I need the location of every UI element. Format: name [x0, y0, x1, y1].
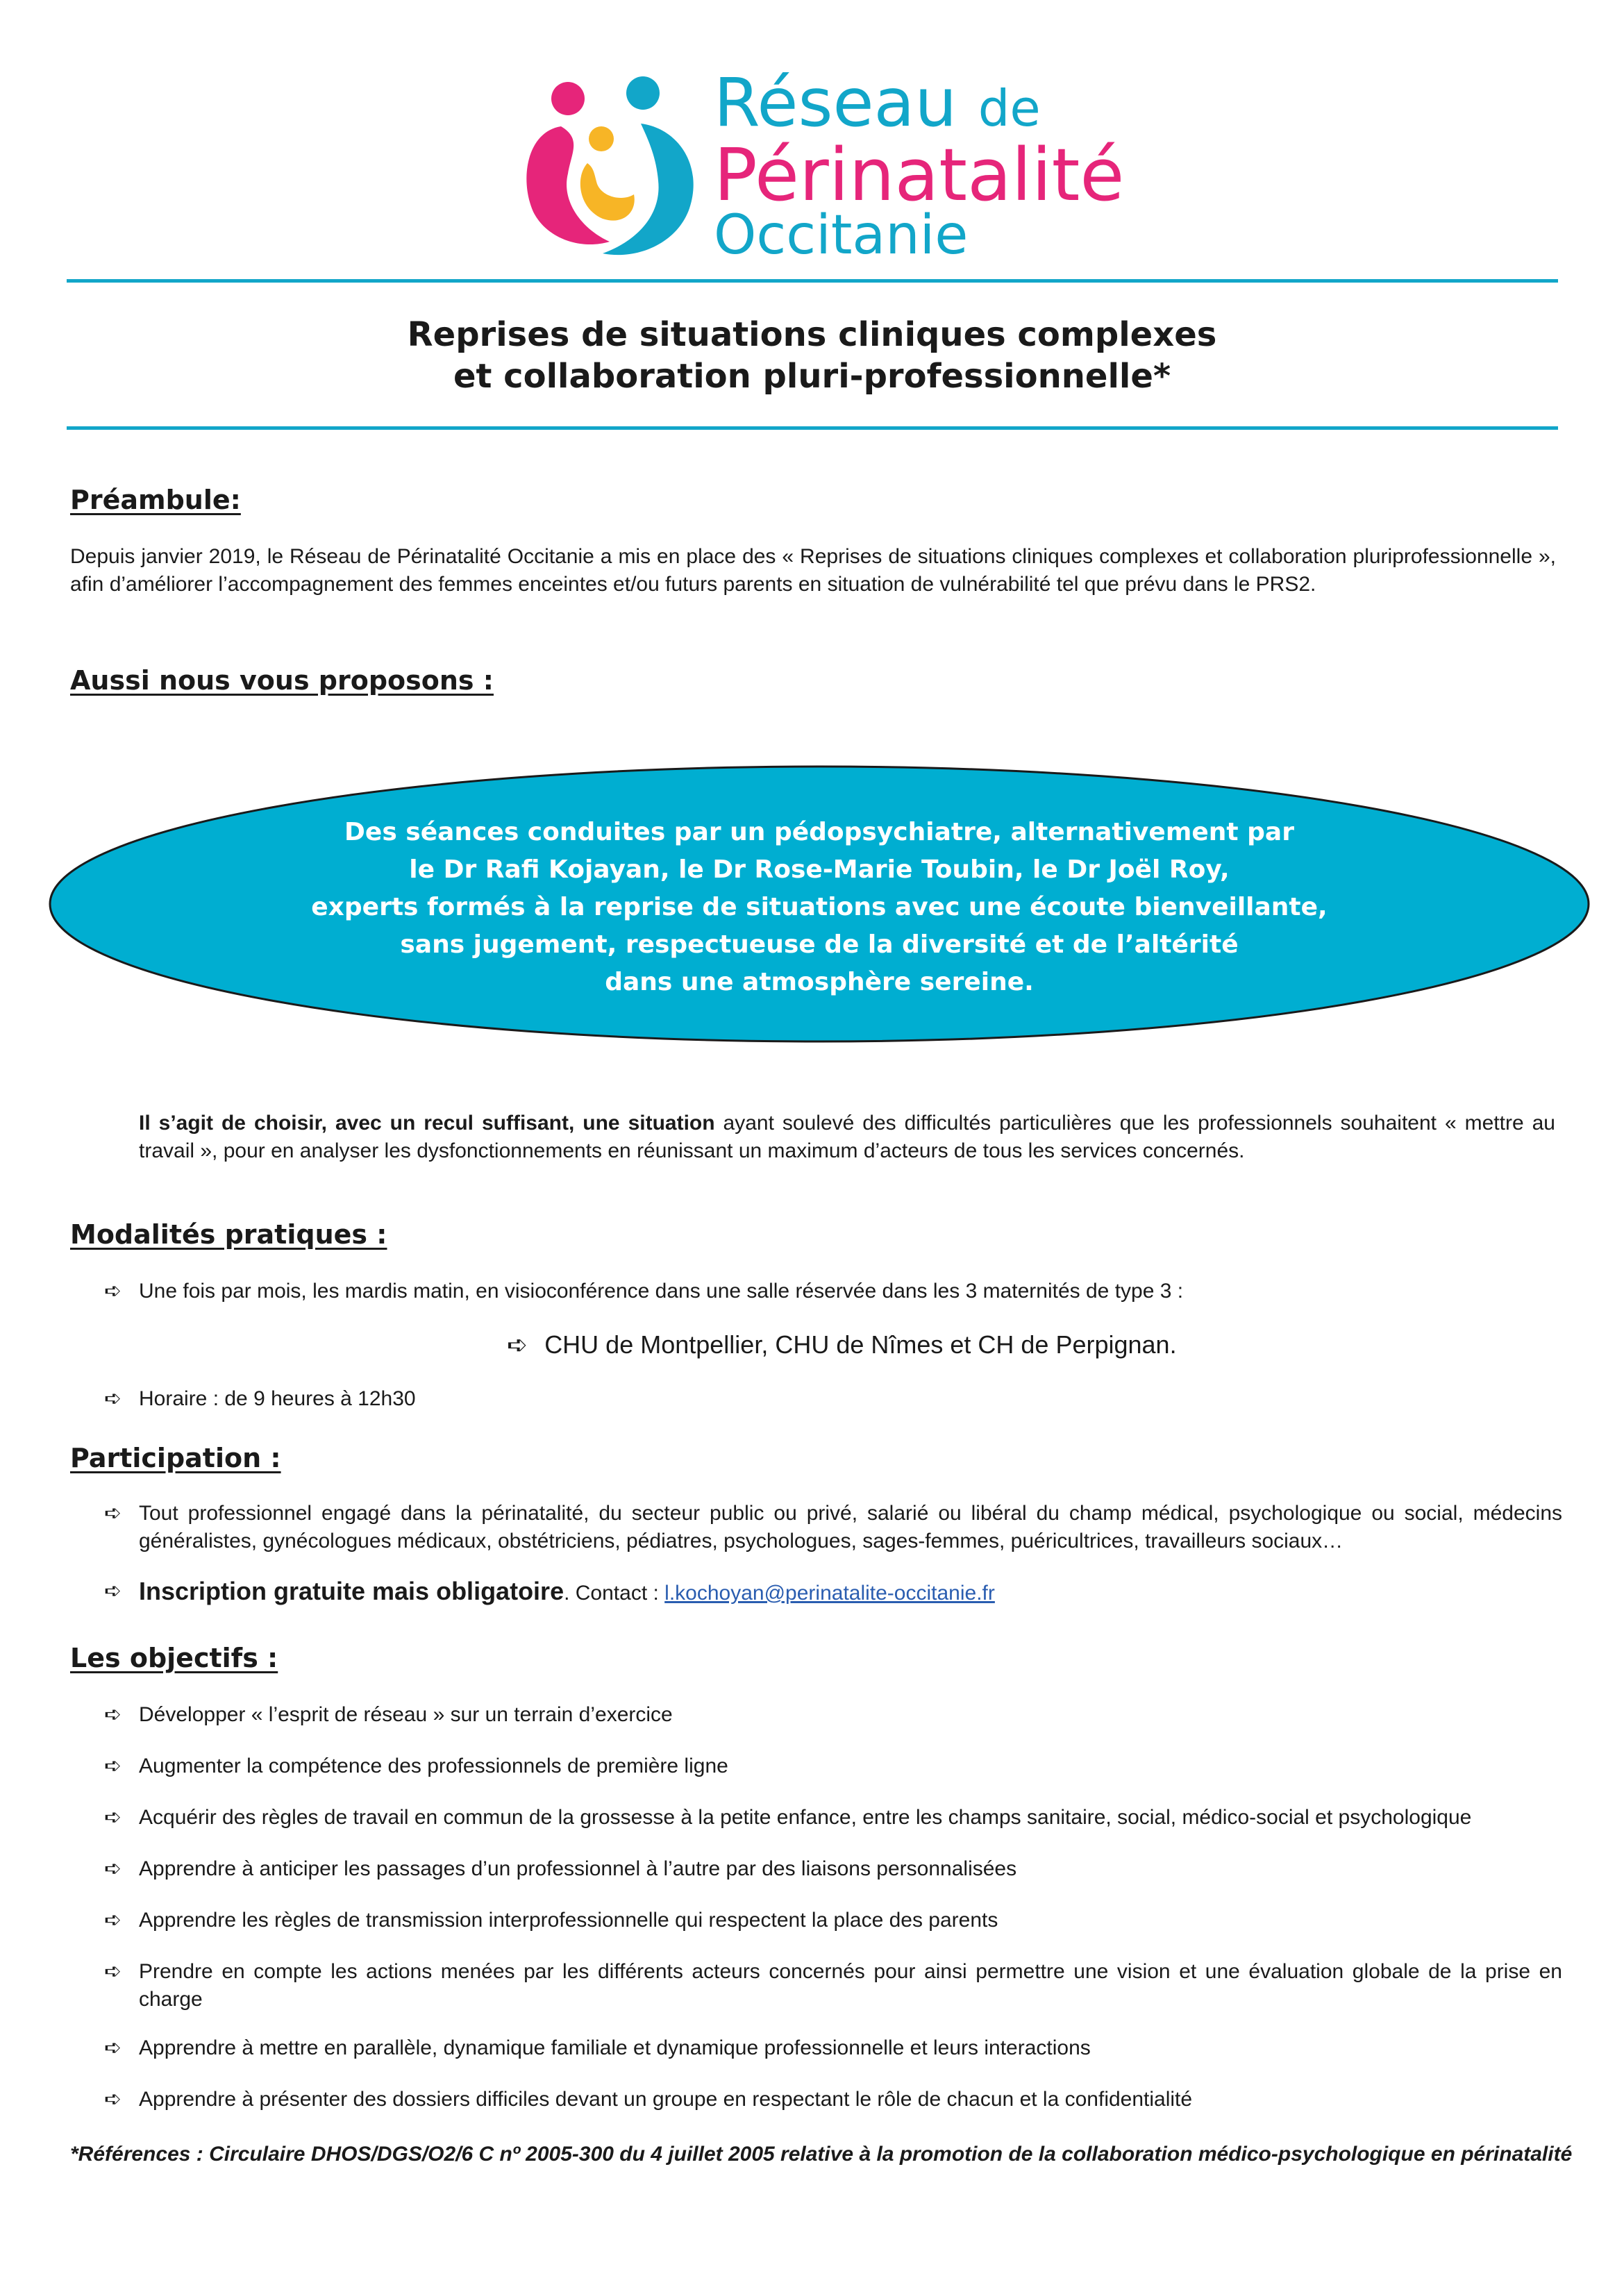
title-line-1: Reprises de situations cliniques complexes: [407, 315, 1217, 354]
objectif-item: [104, 2086, 1562, 2114]
preambule-text: Depuis janvier 2019, le Réseau de Périnatalité Occitanie a mis en place des « Reprises de situations cliniques complexes et collaboration pluriprofessionnelle », afin d’améliorer l’accompagnement des femmes enceintes et/ou futurs parents en situation de vulnérabilité tel que prévu dans le PRS2.: [70, 545, 1556, 596]
logo-word-reseau: Réseau: [714, 64, 957, 142]
logo-text-perinatalite: Périnatalité: [714, 133, 1125, 217]
objectif-text: Apprendre à présenter des dossiers difficiles devant un groupe en respectant le rôle de chacun et la confidentialité: [139, 2088, 1193, 2111]
participation-item: [104, 1577, 1562, 1607]
arrow-right-outline-icon: ➪: [104, 1857, 122, 1880]
contact-email-link[interactable]: l.kochoyan@perinatalite-occitanie.fr: [664, 1582, 995, 1605]
arrow-right-outline-icon: ➪: [104, 1280, 122, 1303]
arrow-right-outline-icon: ➪: [104, 1703, 122, 1726]
objectif-text: Prendre en compte les actions menées par les différents acteurs concernés pour ainsi permettre une vision et une évaluation globale de la prise en charge: [139, 1960, 1562, 2011]
heading-objectifs: Les objectifs :: [70, 1643, 278, 1673]
ellipse-line: le Dr Rafi Kojayan, le Dr Rose-Marie Toubin, le Dr Joël Roy,: [409, 855, 1230, 884]
heading-proposons: Aussi nous vous proposons :: [70, 665, 494, 696]
proposal-ellipse: [42, 758, 1597, 1050]
modalites-item: [104, 1385, 1562, 1413]
objectif-item: [104, 1907, 1562, 1934]
title-line-2: et collaboration pluri-professionnelle*: [453, 357, 1171, 396]
heading-preambule: Préambule:: [70, 485, 241, 515]
ellipse-line: sans jugement, respectueuse de la diversité et de l’altérité: [400, 930, 1239, 959]
arrow-right-outline-icon: ➪: [104, 1387, 122, 1410]
maternites-list: [507, 1330, 1177, 1359]
objectif-item: [104, 1701, 1562, 1729]
modalites-item-text: Une fois par mois, les mardis matin, en visioconférence dans une salle réservée dans les 3 maternités de type 3 :: [139, 1280, 1184, 1303]
logo-figures-icon: [519, 62, 714, 264]
objectif-item: [104, 1752, 1562, 1780]
inscription-bold: Inscription gratuite mais obligatoire: [139, 1577, 564, 1605]
objectif-text: Développer « l’esprit de réseau » sur un terrain d’exercice: [139, 1703, 673, 1726]
inscription-text: [104, 1577, 1562, 1607]
situation-bold: Il s’agit de choisir, avec un recul suffisant, une situation: [139, 1112, 715, 1135]
arrow-right-outline-icon: ➪: [104, 1909, 122, 1932]
arrow-right-outline-icon: ➪: [507, 1330, 528, 1359]
objectif-text: Apprendre à anticiper les passages d’un professionnel à l’autre par des liaisons personnalisées: [139, 1857, 1017, 1880]
heading-participation: Participation :: [70, 1443, 281, 1473]
arrow-right-outline-icon: ➪: [104, 2036, 122, 2059]
arrow-right-outline-icon: ➪: [104, 1960, 122, 1983]
logo: [519, 62, 1125, 267]
ellipse-line: Des séances conduites par un pédopsychiatre, alternativement par: [344, 818, 1294, 846]
objectif-text: Apprendre à mettre en parallèle, dynamique familiale et dynamique professionnelle et leurs interactions: [139, 2036, 1091, 2059]
participation-item: [104, 1500, 1562, 1555]
ellipse-text: [42, 814, 1597, 1001]
objectif-item: [104, 1804, 1562, 1832]
ellipse-line: experts formés à la reprise de situations avec une écoute bienveillante,: [311, 893, 1328, 921]
heading-modalites: Modalités pratiques :: [70, 1219, 387, 1250]
contact-label: . Contact :: [564, 1582, 665, 1605]
arrow-right-outline-icon: ➪: [104, 1580, 122, 1602]
logo-text-occitanie: Occitanie: [714, 204, 969, 267]
objectif-text: Augmenter la compétence des professionnels de première ligne: [139, 1755, 728, 1777]
objectif-item: [104, 2034, 1562, 2062]
objectif-item: [104, 1855, 1562, 1883]
logo-word-de: de: [978, 79, 1041, 137]
arrow-right-outline-icon: ➪: [104, 1806, 122, 1829]
maternites-text: CHU de Montpellier, CHU de Nîmes et CH de Perpignan.: [544, 1330, 1177, 1359]
situation-rest: ayant soulevé des difficultés particulières que les professionnels souhaitent « mettre au travail », pour en analyser les dysfonctionnements en réunissant un maximum d’acteurs de tous les services concernés.: [139, 1112, 1555, 1162]
objectif-item: [104, 1958, 1562, 2014]
ellipse-line: dans une atmosphère sereine.: [605, 968, 1034, 996]
footnote-references: *Références : Circulaire DHOS/DGS/O2/6 C nº 2005-300 du 4 juillet 2005 relative à la promotion de la collaboration médico-psychologique en périnatalité: [70, 2143, 1573, 2166]
objectif-text: Apprendre les règles de transmission interprofessionnelle qui respectent la place des parents: [139, 1909, 998, 1932]
participation-text: Tout professionnel engagé dans la périnatalité, du secteur public ou privé, salarié ou libéral du champ médical, psychologique ou social, médecins généralistes, gynécologues médicaux, obstétriciens, pédiatres, psychologues, sages-femmes, puéricultrices, travailleurs sociaux…: [139, 1502, 1562, 1552]
arrow-right-outline-icon: ➪: [104, 1755, 122, 1777]
title-rule: [67, 426, 1558, 430]
situation-text: [139, 1110, 1555, 1165]
page-title: [0, 314, 1624, 397]
arrow-right-outline-icon: ➪: [104, 2088, 122, 2111]
top-rule: [67, 279, 1558, 283]
modalites-item: [104, 1278, 1562, 1305]
arrow-right-outline-icon: ➪: [104, 1502, 122, 1525]
horaire-text: Horaire : de 9 heures à 12h30: [139, 1387, 416, 1410]
objectif-text: Acquérir des règles de travail en commun de la grossesse à la petite enfance, entre les champs sanitaire, social, médico-social et psychologique: [139, 1806, 1472, 1829]
logo-text-reseau: [714, 64, 1041, 142]
